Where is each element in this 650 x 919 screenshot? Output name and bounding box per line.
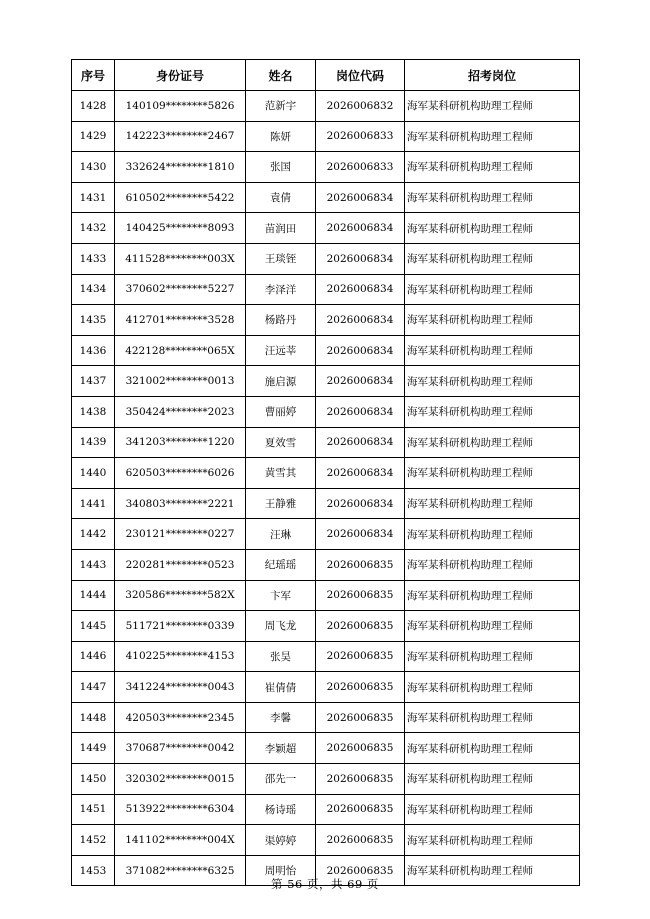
cell-id-number: 220281********0523	[115, 549, 246, 580]
cell-seq: 1442	[72, 519, 115, 550]
cell-id-number: 422128********065X	[115, 335, 246, 366]
cell-id-number: 410225********4153	[115, 641, 246, 672]
cell-seq: 1450	[72, 764, 115, 795]
table-row	[72, 519, 580, 550]
cell-name: 范新宇	[246, 91, 316, 122]
cell-seq: 1438	[72, 396, 115, 427]
cell-post-code: 2026006834	[316, 213, 405, 244]
cell-post: 海军某科研机构助理工程师	[405, 855, 580, 886]
cell-post-code: 2026006834	[316, 182, 405, 213]
cell-post: 海军某科研机构助理工程师	[405, 427, 580, 458]
cell-name: 周明怡	[246, 855, 316, 886]
cell-post-code: 2026006834	[316, 274, 405, 305]
cell-post: 海军某科研机构助理工程师	[405, 764, 580, 795]
cell-seq: 1441	[72, 488, 115, 519]
cell-post: 海军某科研机构助理工程师	[405, 91, 580, 122]
cell-post: 海军某科研机构助理工程师	[405, 794, 580, 825]
table-row	[72, 794, 580, 825]
cell-post-code: 2026006835	[316, 702, 405, 733]
cell-post-code: 2026006834	[316, 396, 405, 427]
cell-seq: 1429	[72, 121, 115, 152]
cell-id-number: 370687********0042	[115, 733, 246, 764]
cell-post-code: 2026006835	[316, 764, 405, 795]
cell-post-code: 2026006835	[316, 580, 405, 611]
table-row	[72, 91, 580, 122]
cell-post-code: 2026006834	[316, 427, 405, 458]
cell-post: 海军某科研机构助理工程师	[405, 702, 580, 733]
cell-seq: 1436	[72, 335, 115, 366]
header-post-code: 岗位代码	[316, 60, 405, 91]
cell-post: 海军某科研机构助理工程师	[405, 672, 580, 703]
cell-name: 崔倩倩	[246, 672, 316, 703]
table-row	[72, 641, 580, 672]
cell-seq: 1452	[72, 825, 115, 856]
cell-post: 海军某科研机构助理工程师	[405, 458, 580, 489]
cell-post: 海军某科研机构助理工程师	[405, 733, 580, 764]
table-row	[72, 672, 580, 703]
cell-id-number: 320302********0015	[115, 764, 246, 795]
cell-name: 周飞龙	[246, 611, 316, 642]
table-row	[72, 580, 580, 611]
header-row	[72, 60, 580, 91]
cell-post: 海军某科研机构助理工程师	[405, 580, 580, 611]
cell-name: 陈妍	[246, 121, 316, 152]
table-row	[72, 274, 580, 305]
cell-id-number: 320586********582X	[115, 580, 246, 611]
cell-post-code: 2026006834	[316, 335, 405, 366]
cell-name: 张国	[246, 152, 316, 183]
cell-post: 海军某科研机构助理工程师	[405, 611, 580, 642]
cell-id-number: 420503********2345	[115, 702, 246, 733]
cell-id-number: 511721********0339	[115, 611, 246, 642]
roster-table	[71, 59, 580, 886]
cell-seq: 1433	[72, 243, 115, 274]
cell-id-number: 350424********2023	[115, 396, 246, 427]
cell-seq: 1431	[72, 182, 115, 213]
table-row	[72, 335, 580, 366]
cell-post: 海军某科研机构助理工程师	[405, 121, 580, 152]
cell-post-code: 2026006835	[316, 825, 405, 856]
cell-post: 海军某科研机构助理工程师	[405, 243, 580, 274]
cell-id-number: 340803********2221	[115, 488, 246, 519]
table-row	[72, 243, 580, 274]
cell-post: 海军某科研机构助理工程师	[405, 274, 580, 305]
table-row	[72, 549, 580, 580]
cell-name: 夏效雪	[246, 427, 316, 458]
cell-seq: 1435	[72, 305, 115, 336]
table-row	[72, 121, 580, 152]
table-row	[72, 213, 580, 244]
page-number: 第 56 页，共 69 页	[271, 877, 379, 891]
table-body	[72, 91, 580, 886]
cell-id-number: 411528********003X	[115, 243, 246, 274]
cell-post: 海军某科研机构助理工程师	[405, 366, 580, 397]
cell-post-code: 2026006833	[316, 152, 405, 183]
cell-name: 王琰铚	[246, 243, 316, 274]
cell-name: 汪远莘	[246, 335, 316, 366]
cell-post-code: 2026006835	[316, 855, 405, 886]
cell-seq: 1440	[72, 458, 115, 489]
cell-seq: 1445	[72, 611, 115, 642]
table-header	[72, 60, 580, 91]
table-row	[72, 305, 580, 336]
cell-id-number: 620503********6026	[115, 458, 246, 489]
cell-id-number: 370602********5227	[115, 274, 246, 305]
cell-post-code: 2026006832	[316, 91, 405, 122]
cell-name: 苗润田	[246, 213, 316, 244]
cell-post: 海军某科研机构助理工程师	[405, 305, 580, 336]
cell-post: 海军某科研机构助理工程师	[405, 335, 580, 366]
cell-seq: 1434	[72, 274, 115, 305]
cell-post-code: 2026006835	[316, 672, 405, 703]
table-row	[72, 152, 580, 183]
cell-post: 海军某科研机构助理工程师	[405, 213, 580, 244]
cell-post-code: 2026006833	[316, 121, 405, 152]
header-name: 姓名	[246, 60, 316, 91]
cell-post: 海军某科研机构助理工程师	[405, 549, 580, 580]
cell-id-number: 371082********6325	[115, 855, 246, 886]
cell-name: 纪瑶瑶	[246, 549, 316, 580]
cell-id-number: 610502********5422	[115, 182, 246, 213]
table-row	[72, 488, 580, 519]
cell-name: 王静雅	[246, 488, 316, 519]
cell-name: 张昊	[246, 641, 316, 672]
cell-name: 汪琳	[246, 519, 316, 550]
cell-name: 渠婷婷	[246, 825, 316, 856]
cell-post-code: 2026006835	[316, 611, 405, 642]
cell-seq: 1437	[72, 366, 115, 397]
cell-id-number: 341203********1220	[115, 427, 246, 458]
cell-id-number: 513922********6304	[115, 794, 246, 825]
cell-post-code: 2026006834	[316, 519, 405, 550]
table-row	[72, 702, 580, 733]
cell-seq: 1432	[72, 213, 115, 244]
cell-id-number: 412701********3528	[115, 305, 246, 336]
cell-name: 袁倩	[246, 182, 316, 213]
cell-seq: 1428	[72, 91, 115, 122]
cell-id-number: 141102********004X	[115, 825, 246, 856]
cell-id-number: 142223********2467	[115, 121, 246, 152]
table-row	[72, 182, 580, 213]
cell-name: 杨路丹	[246, 305, 316, 336]
cell-seq: 1449	[72, 733, 115, 764]
cell-post-code: 2026006834	[316, 366, 405, 397]
table-row	[72, 825, 580, 856]
cell-id-number: 140109********5826	[115, 91, 246, 122]
cell-name: 邵先一	[246, 764, 316, 795]
cell-post: 海军某科研机构助理工程师	[405, 641, 580, 672]
cell-post-code: 2026006835	[316, 641, 405, 672]
cell-post: 海军某科研机构助理工程师	[405, 396, 580, 427]
cell-seq: 1430	[72, 152, 115, 183]
table-row	[72, 396, 580, 427]
cell-post: 海军某科研机构助理工程师	[405, 152, 580, 183]
cell-seq: 1443	[72, 549, 115, 580]
cell-post: 海军某科研机构助理工程师	[405, 519, 580, 550]
cell-post: 海军某科研机构助理工程师	[405, 825, 580, 856]
cell-post-code: 2026006834	[316, 488, 405, 519]
cell-seq: 1453	[72, 855, 115, 886]
cell-name: 曹丽婷	[246, 396, 316, 427]
cell-post-code: 2026006835	[316, 794, 405, 825]
cell-name: 李馨	[246, 702, 316, 733]
cell-id-number: 332624********1810	[115, 152, 246, 183]
table-row	[72, 611, 580, 642]
cell-seq: 1439	[72, 427, 115, 458]
table-row	[72, 733, 580, 764]
cell-id-number: 140425********8093	[115, 213, 246, 244]
cell-id-number: 341224********0043	[115, 672, 246, 703]
cell-seq: 1446	[72, 641, 115, 672]
cell-name: 卞军	[246, 580, 316, 611]
cell-name: 李泽洋	[246, 274, 316, 305]
table-row	[72, 427, 580, 458]
cell-seq: 1444	[72, 580, 115, 611]
table-row	[72, 764, 580, 795]
cell-post-code: 2026006835	[316, 733, 405, 764]
header-post: 招考岗位	[405, 60, 580, 91]
cell-id-number: 321002********0013	[115, 366, 246, 397]
cell-name: 施启源	[246, 366, 316, 397]
cell-post-code: 2026006835	[316, 549, 405, 580]
cell-name: 杨诗瑶	[246, 794, 316, 825]
cell-seq: 1448	[72, 702, 115, 733]
cell-post: 海军某科研机构助理工程师	[405, 488, 580, 519]
cell-id-number: 230121********0227	[115, 519, 246, 550]
header-id-number: 身份证号	[115, 60, 246, 91]
header-seq: 序号	[72, 60, 115, 91]
cell-seq: 1447	[72, 672, 115, 703]
table-row	[72, 458, 580, 489]
cell-seq: 1451	[72, 794, 115, 825]
cell-name: 黄雪其	[246, 458, 316, 489]
table-row	[72, 366, 580, 397]
cell-post-code: 2026006834	[316, 243, 405, 274]
cell-post-code: 2026006834	[316, 458, 405, 489]
cell-name: 李颖超	[246, 733, 316, 764]
cell-post-code: 2026006834	[316, 305, 405, 336]
cell-post: 海军某科研机构助理工程师	[405, 182, 580, 213]
